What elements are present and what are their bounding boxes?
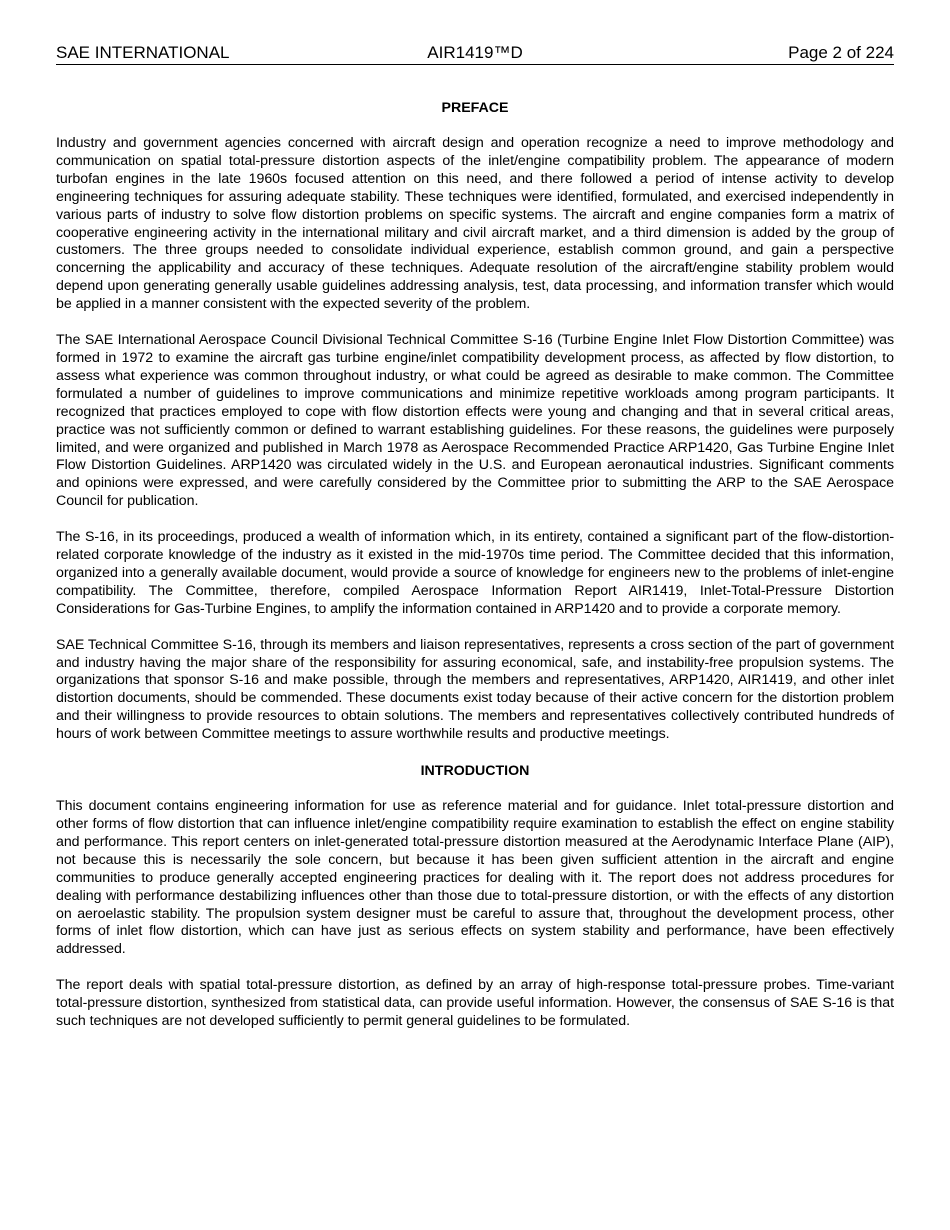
preface-paragraph-3: The S-16, in its proceedings, produced a wealth of information which, in its entirety, contained a significant part of the flow-distortion-related corporate knowledge of the industry as it existed in the mid-1970s time period. The Committee decided that this information, organized into a generally available document, would provide a source of knowledge for engineers new to the problems of inlet-engine compatibility. The Committee, therefore, compiled Aerospace Information Report AIR1419, Inlet-Total-Pressure Distortion Considerations for Gas-Turbine Engines, to amplify the information contained in ARP1420 and to provide a corporate memory. [56, 529, 894, 617]
header-doc-number: AIR1419™D [427, 43, 523, 62]
header-page-label: Page 2 of 224 [788, 43, 894, 62]
introduction-paragraph-1: This document contains engineering information for use as reference material and for guidance. Inlet total-pressure distortion and other forms of flow distortion that can influence inlet/engine compatibility require examination to establish the effect on engine stability and performance. This report centers on inlet-generated total-pressure distortion measured at the Aerodynamic Interface Plane (AIP), not because this is necessarily the sole concern, but because it has been given sufficient attention in the aircraft and engine communities to produce generally accepted engineering practices for dealing with it. The report does not address procedures for dealing with performance destabilizing influences other than those due to total-pressure distortion, or with the effects of any distortion on aeroelastic stability. The propulsion system designer must be careful to assure that, throughout the development process, other forms of inlet flow distortion, which can have just as serious effects on system stability and performance, have been effectively addressed. [56, 798, 894, 958]
header-org: SAE INTERNATIONAL [56, 43, 230, 62]
introduction-paragraph-2: The report deals with spatial total-pressure distortion, as defined by an array of high-response total-pressure probes. Time-variant total-pressure distortion, synthesized from statistical data, can provide useful information. However, the consensus of SAE S-16 is that such techniques are not developed sufficiently to permit general guidelines to be formulated. [56, 977, 894, 1030]
preface-paragraph-1: Industry and government agencies concerned with aircraft design and operation recognize a need to improve methodology and communication on spatial total-pressure distortion aspects of the inlet/engine compatibility problem. The appearance of modern turbofan engines in the late 1960s focused attention on this need, and there followed a period of intense activity to develop engineering techniques for assuring adequate stability. These techniques were identified, formulated, and exercised independently in various parts of industry to solve flow distortion problems on specific systems. The aircraft and engine companies form a matrix of cooperative engineering activity in the international military and civil aircraft market, and a third dimension is added by the group of customers. The three groups needed to consolidate individual experience, establish common ground, and gain a perspective concerning the applicability and accuracy of these techniques. Adequate resolution of the aircraft/engine stability problem would depend upon generating generally usable guidelines addressing analysis, test, data processing, and information transfer which would be applied in a manner consistent with the expected severity of the problem. [56, 135, 894, 313]
preface-paragraph-2: The SAE International Aerospace Council Divisional Technical Committee S-16 (Turbine Engine Inlet Flow Distortion Committee) was formed in 1972 to examine the aircraft gas turbine engine/inlet compatibility development process, as affected by flow distortion, to assess what experience was common throughout industry, or what could be agreed as desirable to make common. The Committee formulated a number of guidelines to improve communications and minimize repetitive workloads among program participants. It recognized that practices employed to cope with flow distortion effects were young and changing and that in several critical areas, practice was not sufficiently common or defined to warrant establishing guidelines. For these reasons, the guidelines were purposely limited, and were organized and published in March 1978 as Aerospace Recommended Practice ARP1420, Gas Turbine Engine Inlet Flow Distortion Guidelines. ARP1420 was circulated widely in the U.S. and European aeronautical industries. Significant comments and opinions were expressed, and were carefully considered by the Committee prior to submitting the ARP to the SAE Aerospace Council for publication. [56, 332, 894, 510]
page-header [56, 42, 894, 65]
preface-title: PREFACE [441, 100, 509, 116]
preface-paragraph-4: SAE Technical Committee S-16, through its members and liaison representatives, represents a cross section of the part of government and industry having the major share of the responsibility for assuring economical, safe, and instability-free propulsion systems. The organizations that sponsor S-16 and make possible, through the members and representatives, ARP1420, AIR1419, and other inlet distortion documents, should be commended. These documents exist today because of their active concern for the distortion problem and their willingness to provide resources to obtain solutions. The members and representatives collectively contributed hundreds of hours of work between Committee meetings to assure worthwhile results and productive meetings. [56, 636, 894, 743]
introduction-title: INTRODUCTION [420, 763, 530, 780]
document-page [56, 42, 894, 1031]
